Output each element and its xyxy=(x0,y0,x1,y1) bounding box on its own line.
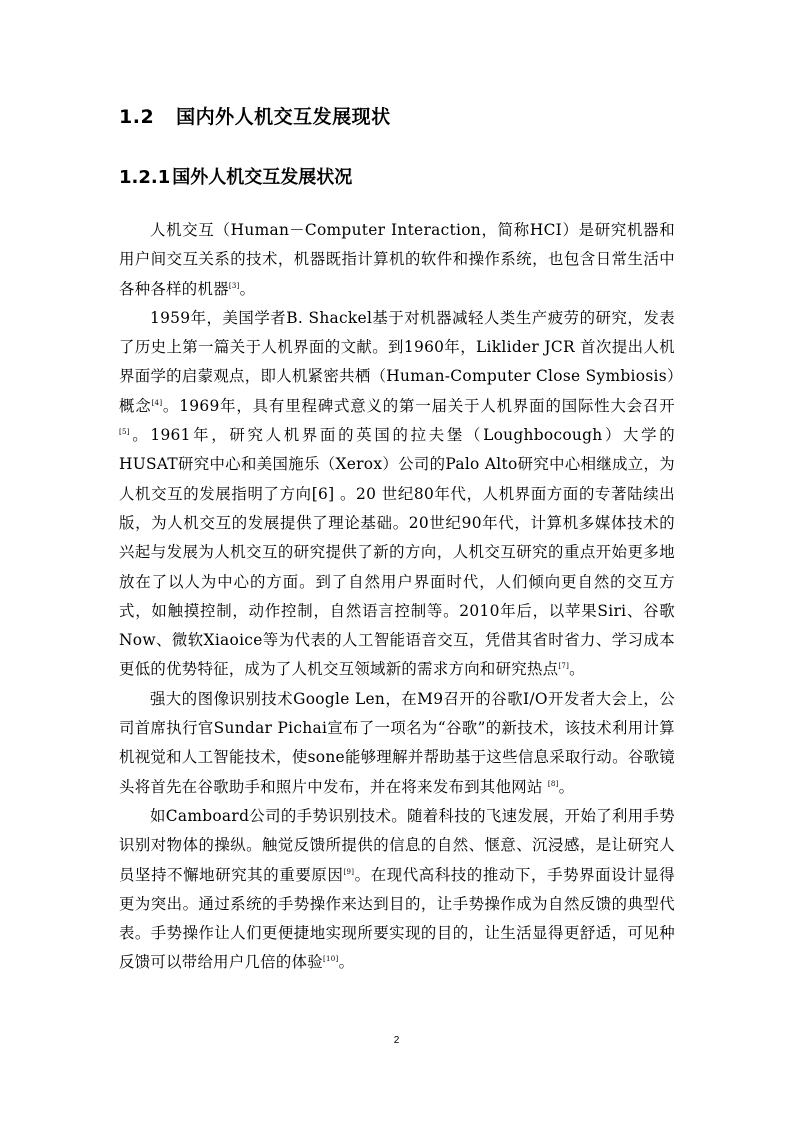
paragraph-text: 。 xyxy=(558,777,575,796)
subsection-title: 国外人机交互发展状况 xyxy=(172,167,353,188)
paragraph xyxy=(119,304,675,685)
paragraph-text: 。1969年，具有里程碑式意义的第一届关于人机界面的国际性大会召开 xyxy=(162,396,675,415)
citation-ref: [5] xyxy=(119,428,130,437)
paragraph-text: 。 xyxy=(239,279,256,298)
paragraph-text: 如Camboard公司的手势识别技术。随着科技的飞速发展，开始了利用手势识别对物体的操纵。触觉反馈所提供的信息的自然、惬意、沉浸感，是让研究人员坚持不懈地研究其的重要原因 xyxy=(119,806,675,884)
paragraph xyxy=(119,216,675,304)
citation-ref: [8] xyxy=(547,779,559,788)
paragraph-text: 。在现代高科技的推动下，手势界面设计显得更为突出。通过系统的手势操作来达到目的，让手势操作成为自然反馈的典型代表。手势操作让人们更便捷地实现所要实现的目的，让生活显得更舒适，可见种反馈可以带给用户几倍的体验 xyxy=(119,865,675,972)
paragraph-text: 。 xyxy=(338,953,355,972)
section-heading xyxy=(119,102,391,129)
citation-ref: [9] xyxy=(343,867,355,876)
paragraph-text: 。 xyxy=(569,660,585,679)
citation-ref: [7] xyxy=(558,662,570,671)
citation-ref: [4] xyxy=(151,398,163,407)
citation-ref: [10] xyxy=(322,955,339,964)
paragraph-text: 人机交互（Human－Computer Interaction，简称HCI）是研究机器和用户间交互关系的技术，机器既指计算机的软件和操作系统，也包含日常生活中各种各样的机器 xyxy=(119,221,675,298)
subsection-heading xyxy=(119,163,352,189)
citation-ref: [3] xyxy=(228,281,240,290)
paragraph xyxy=(119,685,675,802)
page-number: 2 xyxy=(393,1035,400,1046)
section-number: 1.2 xyxy=(119,106,155,128)
paragraph-text: 1959年，美国学者B. Shackel基于对机器减轻人类生产疲劳的研究，发表了历史上第一篇关于人机界面的文献。到1960年，Liklider JCR 首次提出人机界面学的启蒙观点，即人机紧密共栖（Human-Computer Close Symbiosis）概念 xyxy=(119,308,675,415)
paragraph-text: 。1961年，研究人机界面的英国的拉夫堡（Loughbocough）大学的HUSAT研究中心和美国施乐（Xerox）公司的Palo Alto研究中心相继成立，为人机交互的发展指明了方向[6] 。20 世纪80年代，人机界面方面的专著陆续出版，为人机交互的发展提供了理论基础。20世纪90年代，计算机多媒体技术的兴起与发展为人机交互的研究提供了新的方向，人机交互研究的重点开始更多地放在了以人为中心的方面。到了自然用户界面时代，人们倾向更自然的交互方式，如触摸控制，动作控制，自然语言控制等。2010年后，以苹果Siri、谷歌Now、微软Xiaoice等为代表的人工智能语音交互，凭借其省时省力、学习成本更低的优势特征，成为了人机交互领域新的需求方向和研究热点 xyxy=(119,426,675,679)
subsection-number: 1.2.1 xyxy=(119,167,171,188)
paragraph xyxy=(119,802,675,978)
body-text xyxy=(119,216,675,978)
paragraph-text: 强大的图像识别技术Google Len，在M9召开的谷歌I/O开发者大会上，公司首席执行官Sundar Pichai宣布了一项名为“谷歌”的新技术，该技术利用计算机视觉和人工智能技术，使sone能够理解并帮助基于这些信息采取行动。谷歌镜头将首先在谷歌助手和照片中发布，并在将来发布到其他网站 xyxy=(119,689,675,796)
section-title: 国内外人机交互发展现状 xyxy=(176,106,391,128)
